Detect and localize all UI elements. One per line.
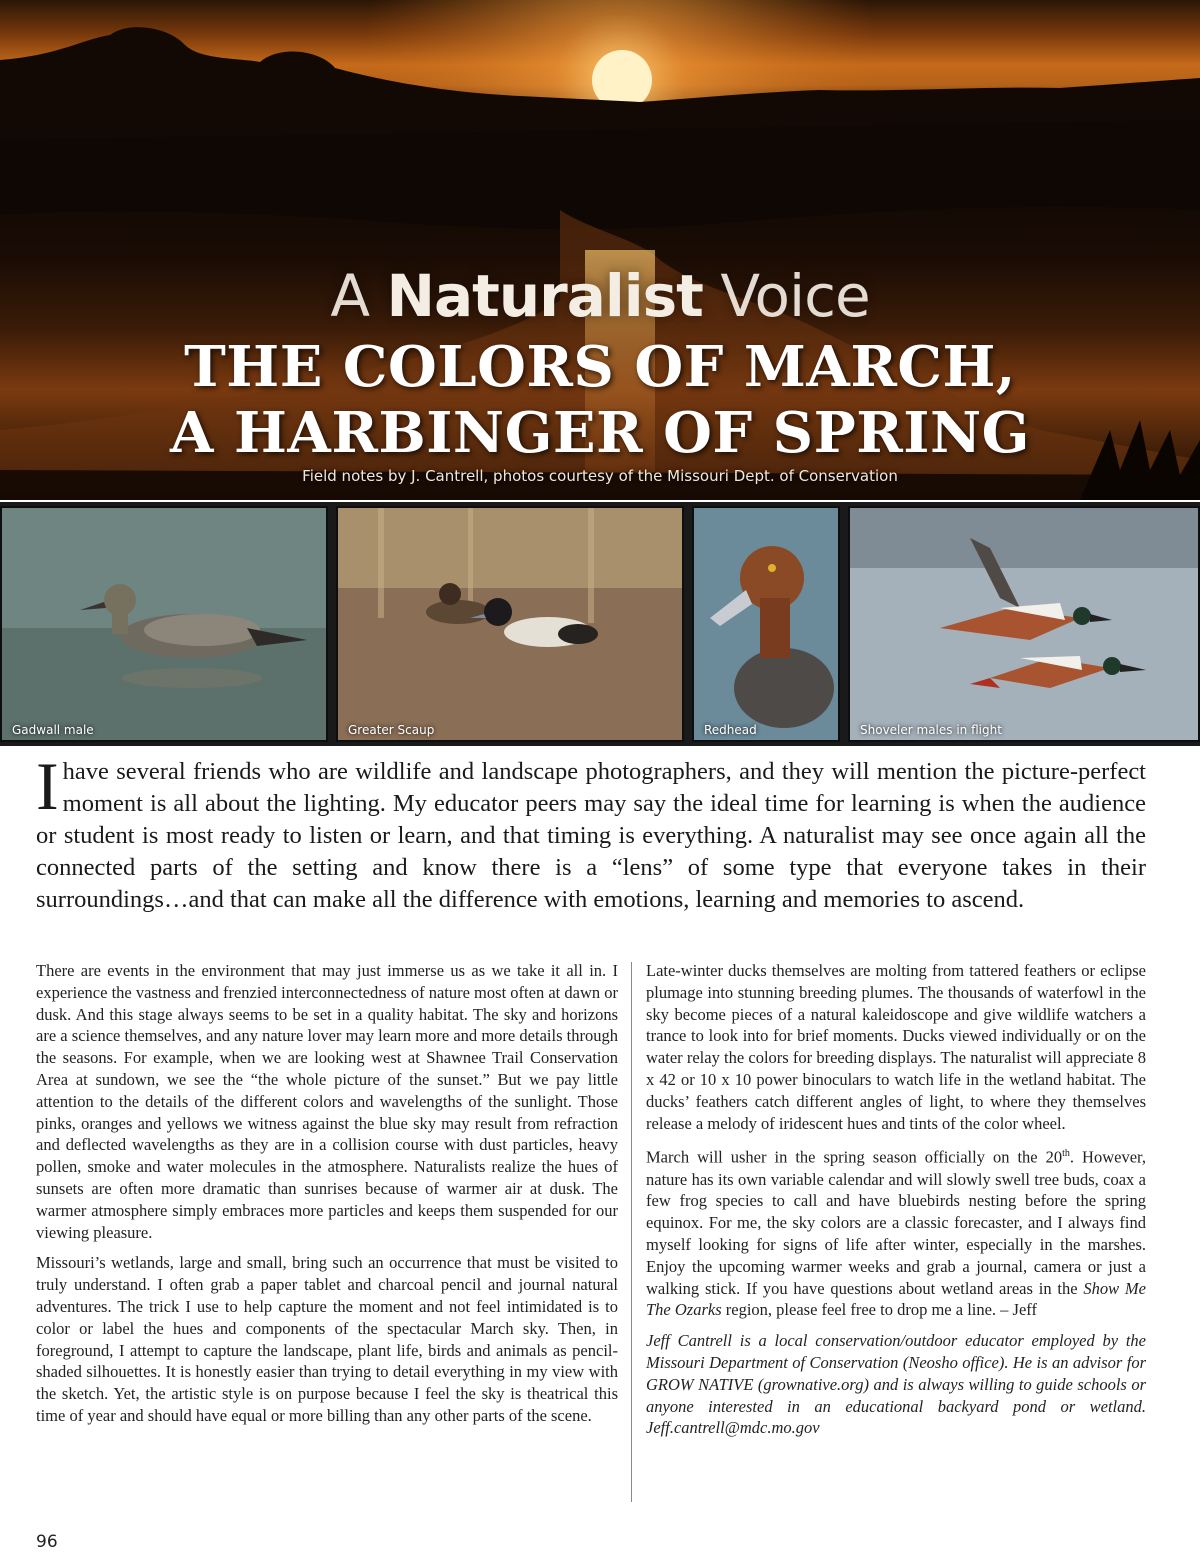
series-title-post: Voice [702, 262, 870, 330]
photo-greater-scaup [336, 506, 684, 742]
photo-redhead [692, 506, 840, 742]
redhead-duck-image [694, 508, 840, 742]
intro-paragraph [36, 748, 1146, 916]
photo-credit: Field notes by J. Cantrell, photos courtesy of the Missouri Dept. of Conservation [302, 467, 898, 485]
intro-text: have several friends who are wildlife and landscape photographers, and they will mention the picture-perfect moment is all about the lighting. My educator peers may say the ideal time for learning is when the audience or student is most ready to listen or learn, and that timing is everything. A naturalist may see once again all the connected parts of the setting and know there is a “lens” of some type that everyone takes in their surroundings…and that can make all the difference with emotions, learning and memories to ascend. [36, 758, 1146, 913]
drop-cap: I [36, 748, 59, 824]
photo-caption: Shoveler males in flight [860, 723, 1002, 737]
body-paragraph [646, 1143, 1146, 1321]
shoveler-duck-image [850, 508, 1200, 742]
body-paragraph: Late-winter ducks themselves are molting from tattered feathers or eclipse plumage into stunning breeding plumes. The thousands of waterfowl in the sky become pieces of a natural kaleidoscope and give wildlife watchers a trance to look into for brief moments. Ducks viewed individually or on the water relay the colors for breeding displays. The naturalist will appreciate 8 x 42 or 10 x 10 power binoculars to watch life in the wetland habitat. The ducks’ feathers catch different angles of light, to where they themselves release a melody of iridescent hues and tints of the color wheel. [646, 961, 1146, 1133]
body-text: region, please feel free to drop me a line. – Jeff [721, 1300, 1037, 1320]
gadwall-duck-image [2, 508, 328, 742]
photo-caption: Gadwall male [12, 723, 94, 737]
article-column-right [646, 960, 1146, 1448]
headline-line-1: THE COLORS OF MARCH, [184, 334, 1016, 400]
headline-line-2: A HARBINGER OF SPRING [170, 400, 1030, 466]
author-bio: Jeff Cantrell is a local conservation/outdoor educator employed by the Missouri Department of Conservation (Neosho office). He is an advisor for GROW NATIVE (grownative.org) and is always willing to guide schools or anyone interested in an educational backyard pond or wetland. Jeff.cantrell@mdc.mo.gov [646, 1331, 1146, 1438]
column-divider [631, 962, 632, 1502]
duck-photo-strip [0, 502, 1200, 746]
superscript: th [1062, 1148, 1070, 1160]
photo-caption: Redhead [704, 723, 757, 737]
photo-shoveler [848, 506, 1200, 742]
hero-sunset-photo [0, 0, 1200, 500]
page-number: 96 [36, 1532, 58, 1552]
article-column-left [36, 960, 618, 1436]
scaup-duck-image [338, 508, 684, 742]
series-title [0, 262, 1200, 330]
body-paragraph: There are events in the environment that may just immerse us as we take it all in. I experience the vastness and frenzied interconnectedness of nature most often at dawn or dusk. And this stage always seems to be set in a quality habitat. The sky and horizons are a science themselves, and any nature lover may learn more and more details through the seasons. For example, when we are looking west at Shawnee Trail Conservation Area at sundown, we see the “the whole picture of the sunset.” But we pay little attention to the details of the different colors and wavelengths of the sunlight. Those pinks, oranges and yellows we witness against the blue sky may result from refraction and deflected wavelengths as they are in a collision course with dust particles, heavy pollen, smoke and water molecules in the atmosphere. Naturalists realize the hues of sunsets are often more dramatic than sunrises because of warmer air at dusk. The warmer atmosphere simply embraces more particles and keeps them suspended for our viewing pleasure. [36, 961, 618, 1242]
italic-region-name: Show Me The Ozarks [646, 1278, 1146, 1320]
body-paragraph: Missouri’s wetlands, large and small, bring such an occurrence that must be visited to truly understand. I often grab a paper tablet and charcoal pencil and journal natural adventures. The trick I use to help capture the moment and not feel intimidated is to color or label the hues and components of the spectacular March sky. Then, in foreground, I attempt to capture the landscape, plant life, birds and animals as pencil-shaded silhouettes. It is honestly easier than trying to detail everything in my view with the sketch. Yet, the artistic style is on purpose because I feel the sky is theatrical this time of year and should have equal or more billing than any other parts of the scene. [36, 1253, 618, 1425]
series-title-bold: Naturalist [386, 262, 703, 330]
photo-caption: Greater Scaup [348, 723, 435, 737]
body-text: March will usher in the spring season officially on the 20 [646, 1147, 1063, 1167]
body-text: . However, nature has its own variable calendar and will slowly swell tree buds, coax a few frog species to call and have bluebirds nesting before the spring equinox. For me, the sky colors are a classic forecaster, and I always find myself looking for signs of life after winter, especially in the marshes. Enjoy the upcoming warmer weeks and grab a journal, camera or just a walking stick. If you have questions about wetland areas in the [646, 1147, 1146, 1298]
series-title-pre: A [330, 262, 387, 330]
photo-gadwall [0, 506, 328, 742]
